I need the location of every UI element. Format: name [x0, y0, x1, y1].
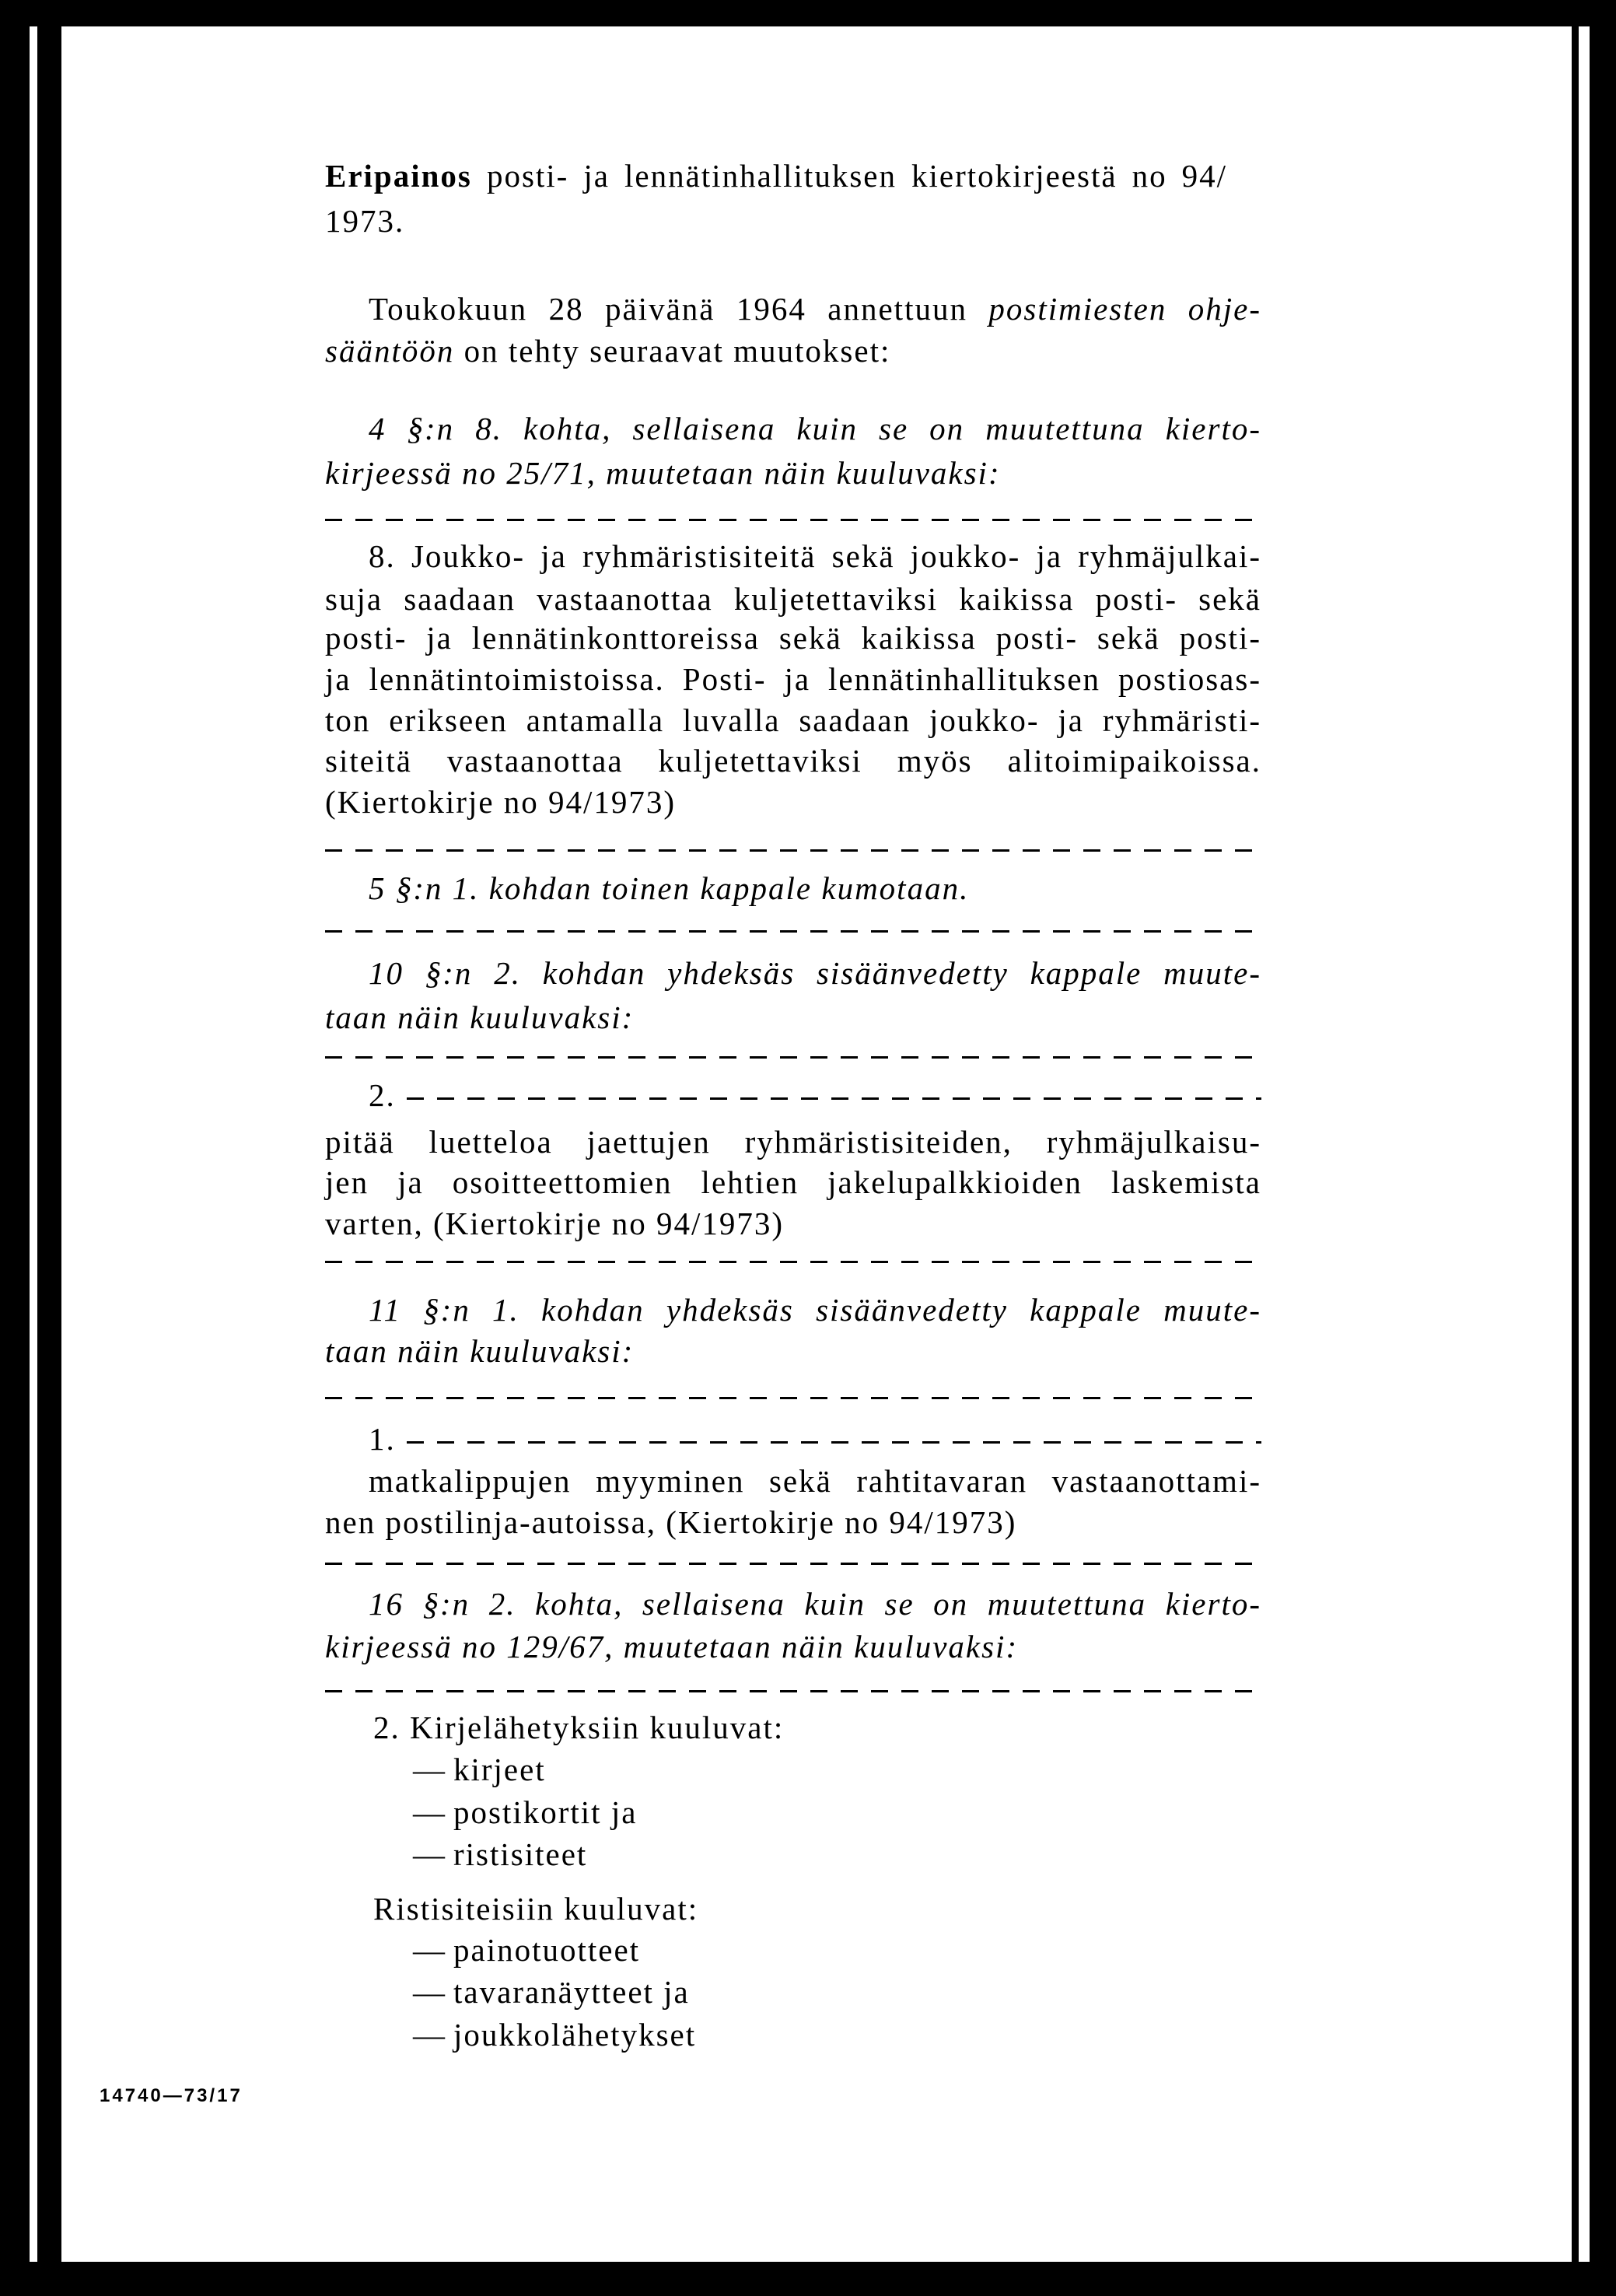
- list-bullet: —: [413, 1794, 446, 1830]
- reprint-title-year: 1973.: [325, 203, 405, 239]
- list-bullet: —: [413, 1752, 446, 1787]
- item-number: 1.: [369, 1421, 396, 1457]
- list-item: [413, 1928, 1261, 1972]
- print-code: 14740—73/17: [100, 2085, 243, 2106]
- amendment-text-line: varten, (Kiertokirje no 94/1973): [325, 1206, 785, 1241]
- amendment-heading-line: taan näin kuuluvaksi:: [325, 1333, 635, 1369]
- list-bullet: —: [413, 1974, 446, 2010]
- amendment-text-line: (Kiertokirje no 94/1973): [325, 784, 677, 820]
- omission-dashes: [325, 930, 1261, 933]
- amendment-heading-line: 10 §:n 2. kohdan yhdeksäs sisäänvedetty kappale muute-: [369, 955, 1261, 991]
- list-item-text: postikortit ja: [453, 1794, 638, 1830]
- omission-dashes: [325, 1056, 1261, 1059]
- scan-edge-strip-left: [30, 26, 37, 2262]
- list-bullet: —: [413, 1932, 446, 1968]
- list-label: Ristisiteisiin kuuluvat:: [373, 1891, 699, 1927]
- amendment-text-line: nen postilinja-autoissa, (Kiertokirje no 94/1973): [325, 1504, 1017, 1540]
- intro-text: Toukokuun 28 päivänä 1964 annettuun: [369, 291, 967, 327]
- omission-dashes: [325, 519, 1261, 521]
- item-number: 2.: [369, 1077, 396, 1113]
- list-item-text: tavaranäytteet ja: [453, 1974, 690, 2010]
- omission-dashes: [325, 1563, 1261, 1565]
- reprint-label: Eripainos: [325, 158, 472, 194]
- amendment-heading-line: kirjeessä no 129/67, muutetaan näin kuuluvaksi:: [325, 1629, 1019, 1664]
- amendment-text-line: matkalippujen myyminen sekä rahtitavaran vastaanottami-: [369, 1463, 1261, 1499]
- amendment-text-line: posti- ja lennätinkonttoreissa sekä kaikissa posti- sekä posti-: [325, 620, 1261, 656]
- amendment-text-line: suja saadaan vastaanottaa kuljetettaviksi kaikissa posti- sekä: [325, 581, 1261, 617]
- amendment-heading-line: taan näin kuuluvaksi:: [325, 999, 635, 1035]
- omission-dashes: [325, 1690, 1261, 1692]
- scan-edge-strip-right: [1579, 26, 1590, 2262]
- amendment-text-line: siteitä vastaanottaa kuljetettaviksi myös alitoimipaikoissa.: [325, 743, 1261, 779]
- list-item-text: kirjeet: [453, 1752, 546, 1787]
- amendment-text-line: 8. Joukko- ja ryhmäristisiteitä sekä joukko- ja ryhmäjulkai-: [369, 538, 1261, 574]
- list-item: [413, 1790, 1261, 1834]
- amendment-heading-line: 5 §:n 1. kohdan toinen kappale kumotaan.: [369, 870, 970, 906]
- list-label: 2. Kirjelähetyksiin kuuluvat:: [373, 1710, 785, 1745]
- amendment-text-line: jen ja osoitteettomien lehtien jakelupalkkioiden laskemista: [325, 1164, 1261, 1200]
- intro-regulation-name: sääntöön: [325, 333, 455, 369]
- intro-regulation-name: postimiesten ohje-: [988, 291, 1262, 327]
- intro-text: on tehty seuraavat muutokset:: [463, 333, 891, 369]
- list-bullet: —: [413, 2017, 446, 2053]
- amendment-heading-line: 16 §:n 2. kohta, sellaisena kuin se on muutettuna kierto-: [369, 1586, 1261, 1622]
- list-item-text: painotuotteet: [453, 1932, 641, 1968]
- amendment-heading-line: 11 §:n 1. kohdan yhdeksäs sisäänvedetty kappale muute-: [369, 1292, 1261, 1328]
- list-item-text: joukkolähetykset: [453, 2017, 697, 2053]
- amendment-heading-line: 4 §:n 8. kohta, sellaisena kuin se on muutettuna kierto-: [369, 411, 1261, 446]
- omission-dashes: [325, 1397, 1261, 1399]
- omission-dashes: [325, 849, 1261, 852]
- omission-dashes: [407, 1097, 1261, 1100]
- omission-dashes: [407, 1441, 1261, 1444]
- list-item: [413, 2013, 1261, 2056]
- list-item: [413, 1832, 1261, 1876]
- list-item: [413, 1970, 1261, 2014]
- amendment-text-line: ja lennätintoimistoissa. Posti- ja lennätinhallituksen postiosas-: [325, 661, 1261, 697]
- reprint-source: posti- ja lennätinhallituksen kiertokirjeestä no 94/: [486, 158, 1227, 194]
- intro-line: [325, 329, 1261, 373]
- intro-line: [369, 287, 1261, 331]
- list-item: [413, 1748, 1261, 1791]
- amendment-text-line: pitää luetteloa jaettujen ryhmäristisiteiden, ryhmäjulkaisu-: [325, 1124, 1261, 1160]
- amendment-text-line: ton erikseen antamalla luvalla saadaan joukko- ja ryhmäristi-: [325, 702, 1261, 738]
- reprint-title-line: [325, 154, 1227, 198]
- amendment-heading-line: kirjeessä no 25/71, muutetaan näin kuuluvaksi:: [325, 455, 1001, 491]
- omission-dashes: [325, 1261, 1261, 1263]
- list-item-text: ristisiteet: [453, 1836, 588, 1872]
- list-bullet: —: [413, 1836, 446, 1872]
